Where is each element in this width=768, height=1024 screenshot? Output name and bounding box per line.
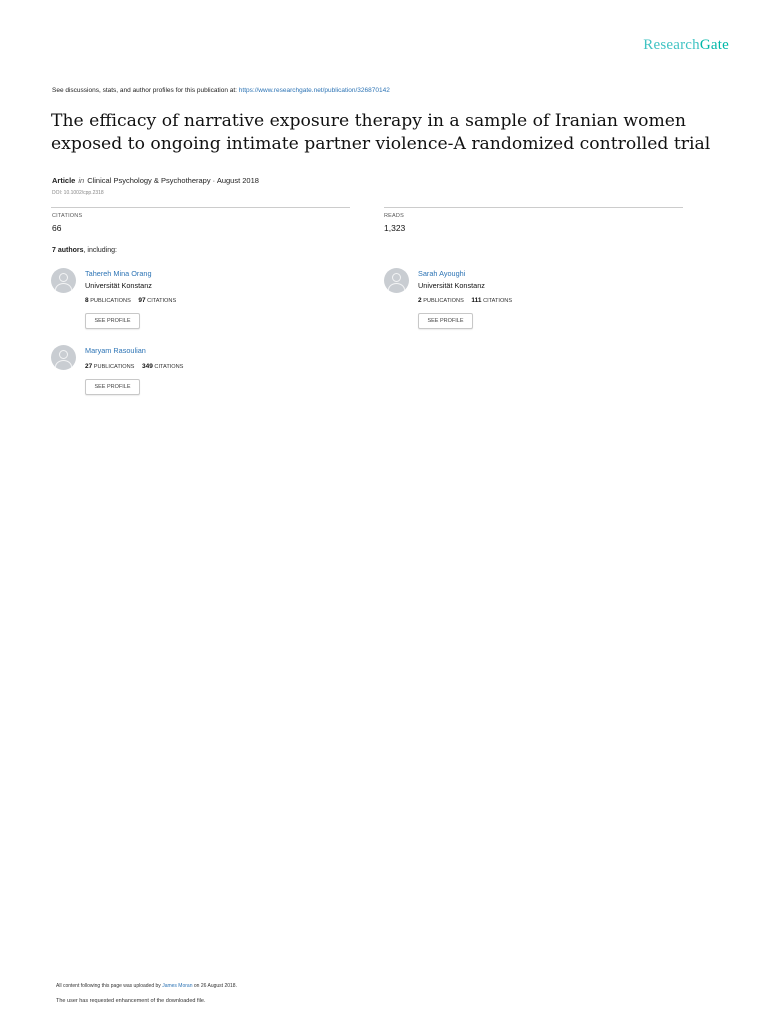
author-citations: 111 [471, 297, 482, 304]
see-profile-button[interactable]: SEE PROFILE [85, 313, 140, 329]
divider-citations [51, 207, 350, 208]
avatar-body-icon [55, 360, 72, 370]
publication-link[interactable]: https://www.researchgate.net/publication/326870142 [238, 87, 390, 94]
article-meta [52, 176, 259, 185]
author-card [51, 345, 351, 415]
discussion-text: See discussions, stats, and author profiles for this publication at: [52, 87, 239, 94]
author-stats [85, 297, 182, 304]
author-institution: Universität Konstanz [85, 281, 152, 290]
article-journal-date: Clinical Psychology & Psychotherapy · August 2018 [87, 176, 259, 185]
discussion-line [52, 87, 390, 94]
article-title: The efficacy of narrative exposure therapy in a sample of Iranian women exposed to ongoing intimate partner violence-A randomized controlled trial [51, 111, 711, 154]
avatar-body-icon [55, 283, 72, 293]
reads-label: READS [384, 213, 404, 219]
author-name[interactable]: Maryam Rasoulian [85, 346, 146, 355]
author-publications: 27 [85, 363, 93, 370]
divider-reads [384, 207, 683, 208]
author-publications: 8 [85, 297, 89, 304]
author-publications: 2 [418, 297, 422, 304]
logo-research: Research [643, 37, 700, 53]
author-name[interactable]: Tahereh Mina Orang [85, 269, 152, 278]
author-citations: 349 [141, 363, 153, 370]
see-profile-button[interactable]: SEE PROFILE [85, 379, 140, 395]
author-stats [418, 297, 518, 304]
reads-value: 1,323 [384, 223, 406, 233]
see-profile-button[interactable]: SEE PROFILE [418, 313, 473, 329]
enhancement-note: The user has requested enhancement of the downloaded file. [56, 998, 206, 1004]
avatar-head-icon [392, 273, 401, 282]
authors-summary [52, 247, 117, 254]
uploader-link[interactable]: James Moran [162, 983, 193, 989]
author-name[interactable]: Sarah Ayoughi [418, 269, 466, 278]
author-institution: Universität Konstanz [418, 281, 485, 290]
author-publications-label: PUBLICATIONS [423, 298, 464, 304]
citations-value: 66 [52, 223, 62, 233]
citations-label: CITATIONS [52, 213, 83, 219]
author-card [384, 268, 684, 338]
avatar[interactable] [384, 268, 409, 293]
upload-suffix: on 26 August 2018. [192, 983, 237, 989]
author-publications-label: PUBLICATIONS [93, 364, 135, 370]
author-citations-label: CITATIONS [147, 298, 177, 304]
authors-count: 7 authors [52, 247, 84, 254]
avatar[interactable] [51, 268, 76, 293]
author-citations-label: CITATIONS [154, 364, 184, 370]
avatar-body-icon [388, 283, 405, 293]
article-in: in [78, 176, 85, 185]
avatar-head-icon [59, 350, 68, 359]
author-citations-label: CITATIONS [483, 298, 513, 304]
logo-gate: Gate [699, 37, 729, 53]
authors-suffix: , including: [83, 247, 117, 254]
author-card [51, 268, 351, 338]
avatar[interactable] [51, 345, 76, 370]
upload-note [56, 983, 237, 989]
avatar-head-icon [59, 273, 68, 282]
upload-prefix: All content following this page was uploaded by [56, 983, 163, 989]
author-stats [85, 363, 189, 370]
author-citations: 97 [138, 297, 146, 304]
author-publications-label: PUBLICATIONS [90, 298, 131, 304]
article-doi: DOI: 10.1002/cpp.2318 [52, 190, 104, 196]
researchgate-logo[interactable] [643, 37, 729, 54]
article-type: Article [52, 176, 76, 185]
